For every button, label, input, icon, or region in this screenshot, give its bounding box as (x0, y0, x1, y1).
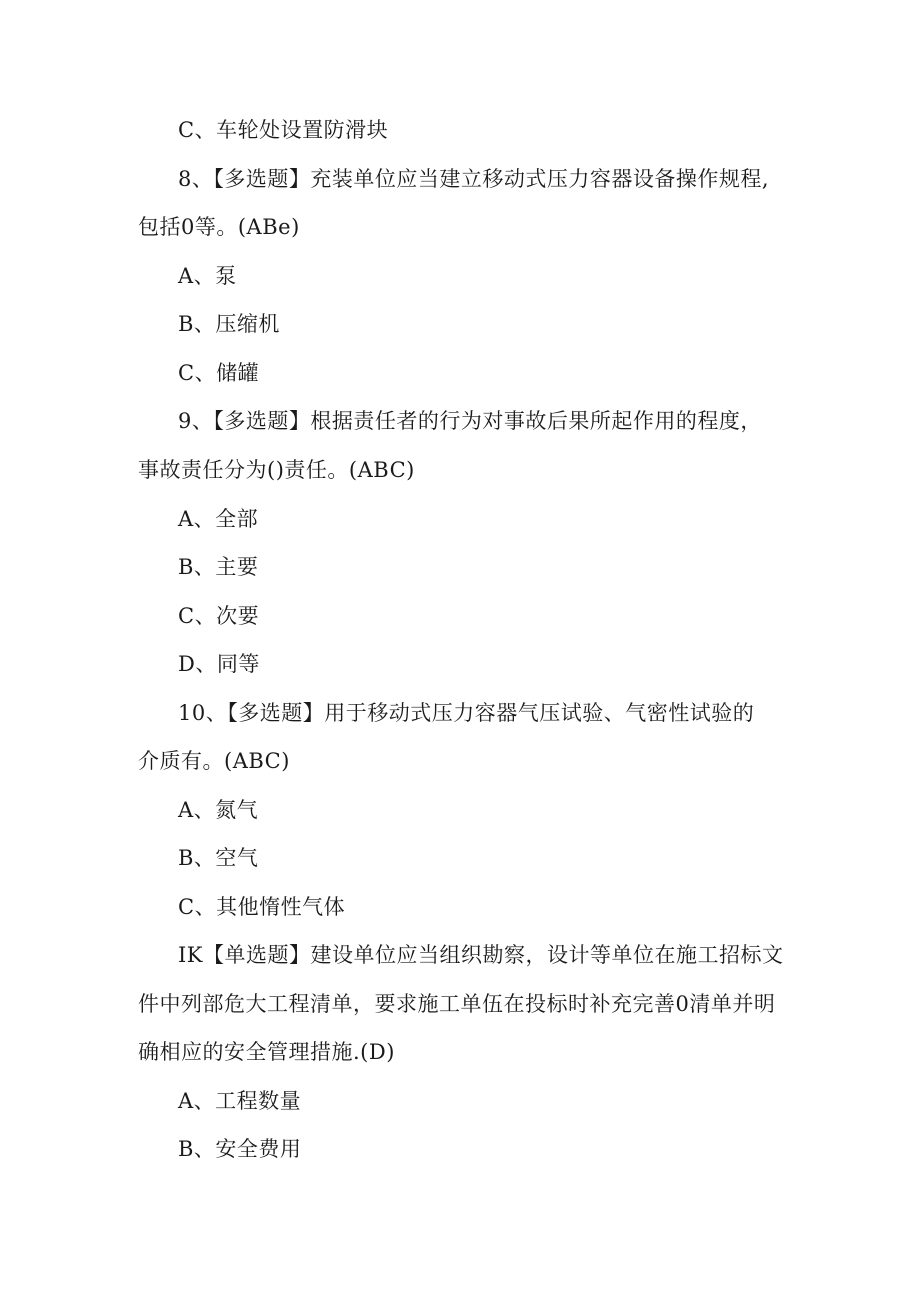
option-line: C、次要 (178, 604, 260, 628)
question-line: 件中列部危大工程清单，要求施工单伍在投标时补充完善0清单并明 (138, 992, 776, 1016)
question-line: 10、【多选题】用于移动式压力容器气压试验、气密性试验的 (178, 701, 755, 725)
question-line: 包括0等。(ABe) (138, 215, 300, 239)
question-line: 介质有。(ABC) (138, 749, 290, 773)
question-line: 8、【多选题】充装单位应当建立移动式压力容器设备操作规程, (178, 167, 770, 191)
option-line: B、主要 (178, 555, 259, 579)
option-line: A、全部 (178, 507, 259, 531)
option-line: B、安全费用 (178, 1137, 302, 1161)
question-line: 9、【多选题】根据责任者的行为对事故后果所起作用的程度， (178, 409, 762, 433)
option-line: A、泵 (178, 264, 237, 288)
question-line: 事故责任分为()责任。(ABC) (138, 458, 415, 482)
option-line: C、储罐 (178, 361, 260, 385)
question-line: IK【单选题】建设单位应当组织勘察，设计等单位在施工招标文 (178, 943, 784, 967)
option-line: C、其他惰性气体 (178, 895, 346, 919)
option-line: D、同等 (178, 652, 260, 676)
option-line: B、空气 (178, 846, 259, 870)
question-line: 确相应的安全管理措施.(D) (138, 1040, 395, 1064)
option-line: A、氮气 (178, 798, 259, 822)
option-line: B、压缩机 (178, 312, 280, 336)
option-line: C、车轮处设置防滑块 (178, 118, 389, 142)
option-line: A、工程数量 (178, 1089, 302, 1113)
